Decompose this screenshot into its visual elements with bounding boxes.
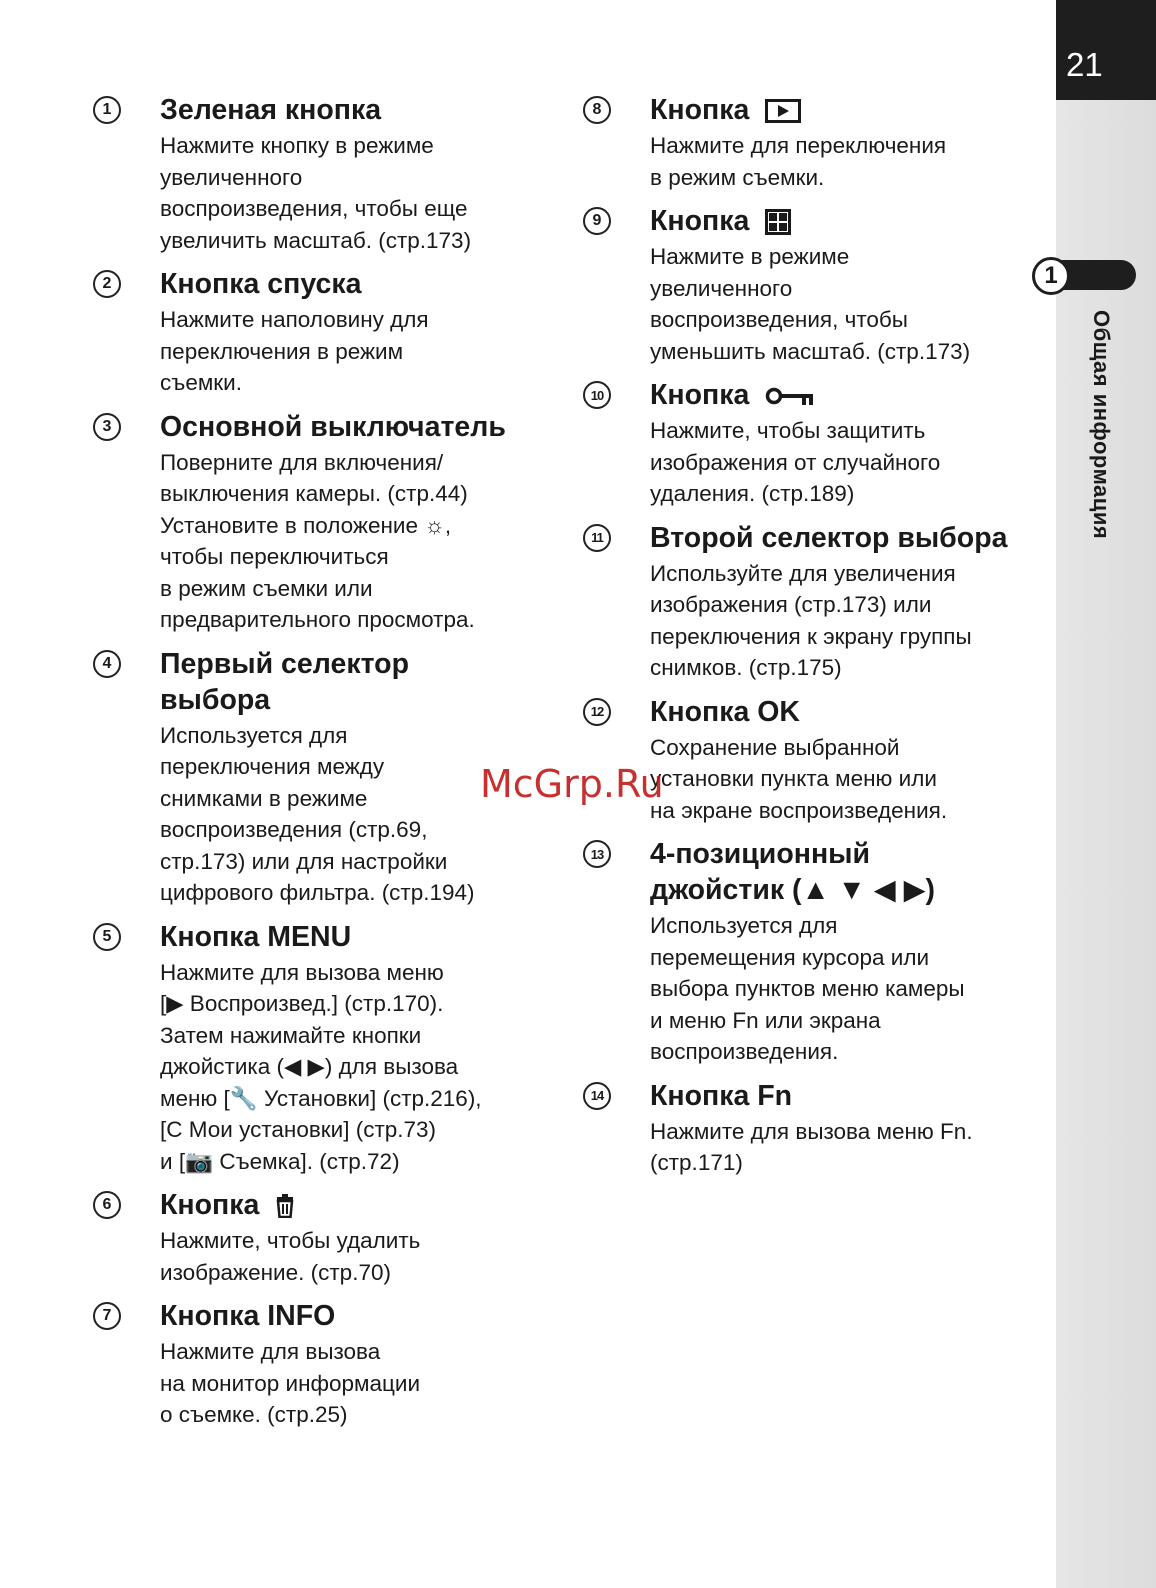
item-description: Нажмите для вызова на монитор информации о съемке. (стр.25)	[160, 1339, 421, 1427]
item-title: Основной выключатель	[160, 410, 506, 443]
trash-icon	[275, 1194, 295, 1218]
item-description: Используется для перемещения курсора или выбора пунктов меню камеры и меню Fn или экрана воспроизведения.	[650, 913, 965, 1064]
list-item	[93, 1187, 543, 1288]
item-description: Используйте для увеличения изображения (стр.173) или переключения к экрану группы снимков. (стр.175)	[650, 560, 972, 680]
list-item	[583, 520, 1033, 684]
item-title: Кнопка Fn	[650, 1079, 793, 1112]
item-title: Первый селектор выбора	[160, 647, 409, 716]
list-item	[93, 266, 543, 399]
item-description: Нажмите для вызова меню Fn. (стр.171)	[650, 1118, 973, 1175]
item-number: 5	[93, 923, 121, 951]
list-item	[583, 203, 1033, 367]
item-title: Зеленая кнопка	[160, 94, 382, 126]
item-number: 1	[93, 96, 121, 124]
item-description: Поверните для включения/ выключения камеры. (стр.44) Установите в положение ☼, чтобы переключиться в режим съемки или предварительного просмотра.	[160, 449, 475, 632]
item-number: 7	[93, 1302, 121, 1330]
page-number: 21	[1056, 0, 1156, 100]
chapter-number: 1	[1032, 257, 1070, 295]
list-item	[583, 694, 1033, 827]
item-title: Кнопка OK	[650, 695, 801, 728]
chapter-side-tab	[1056, 0, 1156, 1588]
list-item	[583, 92, 1033, 193]
item-number: 4	[93, 650, 121, 678]
item-title: Кнопка спуска	[160, 268, 362, 300]
item-description: Сохранение выбранной установки пункта меню или на экране воспроизведения.	[650, 734, 948, 823]
playback-icon	[765, 99, 801, 123]
item-number: 6	[93, 1191, 121, 1219]
item-description: Нажмите, чтобы удалить изображение. (стр.70)	[160, 1228, 421, 1285]
item-title: Кнопка INFO	[160, 1300, 336, 1332]
item-description: Нажмите для вызова меню [▶ Воспроизвед.] (стр.170). Затем нажимайте кнопки джойстика (◀ ▶) для вызова меню [🔧 Установки] (стр.216), [C Мои установки] (стр.73) и [📷 Съемка]. (стр.72)	[160, 959, 482, 1174]
zoom-out-icon	[765, 209, 791, 235]
chapter-title: Общая информация	[1089, 310, 1114, 540]
item-number: 8	[583, 96, 611, 124]
item-number: 10	[583, 381, 611, 409]
item-title: 4-позиционный джойстик (▲ ▼ ◀ ▶)	[650, 838, 936, 906]
watermark: McGrp.Ru	[480, 762, 664, 806]
list-item	[93, 646, 543, 909]
item-number: 11	[583, 524, 611, 552]
list-item	[93, 92, 543, 256]
left-column	[93, 92, 543, 1441]
item-description: Нажмите, чтобы защитить изображения от случайного удаления. (стр.189)	[650, 418, 941, 506]
item-description: Нажмите наполовину для переключения в режим съемки.	[160, 307, 429, 395]
item-number: 3	[93, 413, 121, 441]
item-number: 9	[583, 207, 611, 235]
item-number: 14	[583, 1082, 611, 1110]
item-title: Кнопка MENU	[160, 920, 352, 953]
item-number: 2	[93, 270, 121, 298]
item-description: Нажмите для переключения в режим съемки.	[650, 133, 947, 190]
item-title: Второй селектор выбора	[650, 521, 1008, 554]
item-number: 12	[583, 698, 611, 726]
item-title: Кнопка	[650, 203, 1033, 239]
item-description: Нажмите кнопку в режиме увеличенного воспроизведения, чтобы еще увеличить масштаб. (стр.173)	[160, 133, 472, 253]
item-title: Кнопка	[650, 92, 1033, 128]
item-title: Кнопка	[160, 1187, 543, 1223]
list-item	[583, 377, 1033, 510]
item-number: 13	[583, 840, 611, 868]
item-title: Кнопка	[650, 377, 1033, 413]
list-item	[93, 1298, 543, 1431]
right-column	[583, 92, 1033, 1189]
list-item	[583, 1078, 1033, 1179]
item-description: Используется для переключения между снимками в режиме воспроизведения (стр.69, стр.173) или для настройки цифрового фильтра. (стр.194)	[160, 722, 475, 905]
item-description: Нажмите в режиме увеличенного воспроизведения, чтобы уменьшить масштаб. (стр.173)	[650, 244, 971, 364]
list-item	[93, 919, 543, 1178]
key-protect-icon	[765, 386, 815, 406]
list-item	[93, 409, 543, 636]
list-item	[583, 836, 1033, 1068]
